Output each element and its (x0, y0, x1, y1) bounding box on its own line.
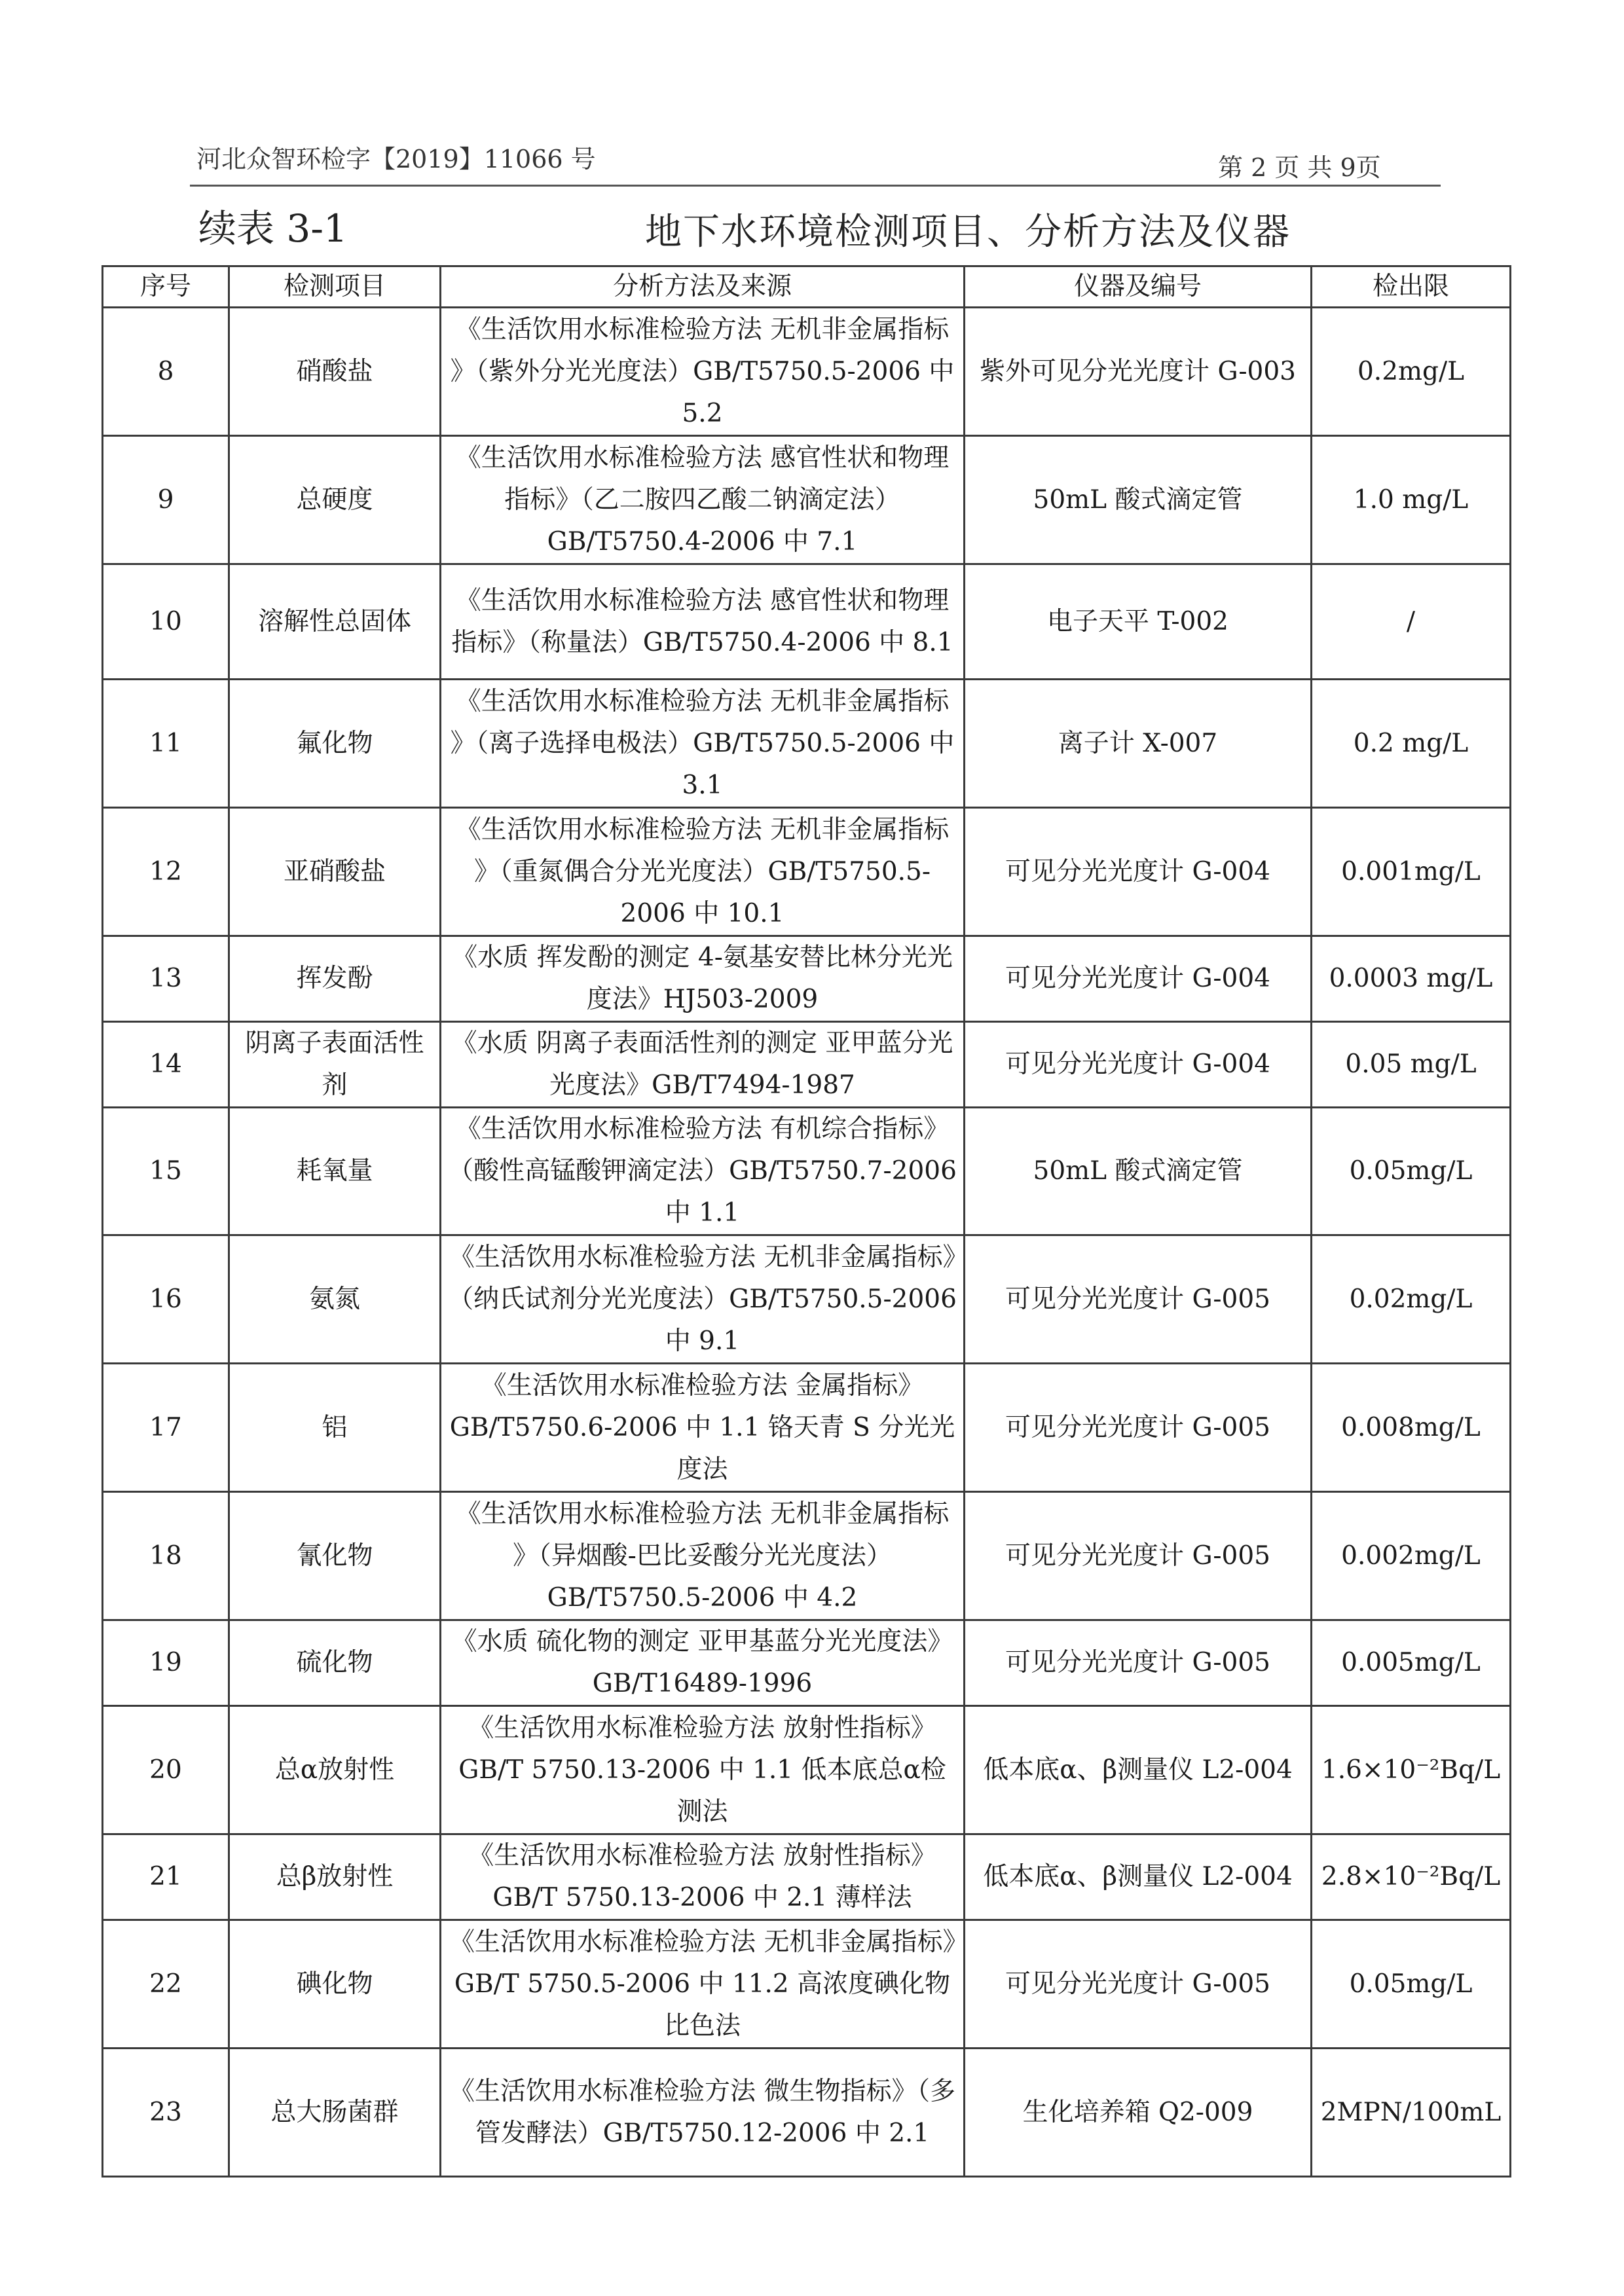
header-rule (190, 185, 1441, 187)
row-number-cell: 11 (103, 680, 229, 808)
table-title: 地下水环境检测项目、分析方法及仪器 (645, 211, 1291, 253)
table-row (103, 808, 1511, 936)
instrument-cell: 电子天平 T-002 (965, 564, 1312, 680)
analysis-method-cell: 《生活饮用水标准检验方法 感官性状和物理指标》（称量法）GB/T5750.4-2006 中 8.1 (441, 564, 965, 680)
table-row (103, 1834, 1511, 1920)
analysis-method-cell: 《生活饮用水标准检验方法 金属指标》GB/T5750.6-2006 中 1.1 铬天青 S 分光光度法 (441, 1364, 965, 1492)
test-item-cell: 挥发酚 (229, 936, 441, 1022)
table-row (103, 1022, 1511, 1108)
test-item-cell: 硝酸盐 (229, 308, 441, 436)
test-item-cell: 总β放射性 (229, 1834, 441, 1920)
instrument-cell: 生化培养箱 Q2-009 (965, 2049, 1312, 2177)
test-item-cell: 亚硝酸盐 (229, 808, 441, 936)
instrument-cell: 可见分光光度计 G-004 (965, 1022, 1312, 1108)
table-row (103, 564, 1511, 680)
detection-limit-cell: 1.0 mg/L (1312, 436, 1511, 564)
analysis-method-cell: 《水质 阴离子表面活性剂的测定 亚甲蓝分光光度法》GB/T7494-1987 (441, 1022, 965, 1108)
detection-limit-cell: 2MPN/100mL (1312, 2049, 1511, 2177)
row-number-cell: 13 (103, 936, 229, 1022)
analysis-method-cell: 《生活饮用水标准检验方法 有机综合指标》（酸性高锰酸钾滴定法）GB/T5750.7-2006 中 1.1 (441, 1108, 965, 1235)
detection-limit-cell: 0.2mg/L (1312, 308, 1511, 436)
detection-limit-cell: 0.008mg/L (1312, 1364, 1511, 1492)
analysis-method-cell: 《生活饮用水标准检验方法 微生物指标》（多管发酵法）GB/T5750.12-2006 中 2.1 (441, 2049, 965, 2177)
table-row (103, 1108, 1511, 1235)
column-header-item: 检测项目 (229, 266, 441, 308)
page-number: 第 2 页 共 9页 (1218, 153, 1381, 182)
test-item-cell: 阴离子表面活性剂 (229, 1022, 441, 1108)
table-row (103, 1364, 1511, 1492)
row-number-cell: 14 (103, 1022, 229, 1108)
instrument-cell: 可见分光光度计 G-005 (965, 1620, 1312, 1706)
row-number-cell: 21 (103, 1834, 229, 1920)
column-header-no: 序号 (103, 266, 229, 308)
instrument-cell: 可见分光光度计 G-005 (965, 1492, 1312, 1620)
test-item-cell: 氨氮 (229, 1235, 441, 1364)
instrument-cell: 50mL 酸式滴定管 (965, 1108, 1312, 1235)
instrument-cell: 可见分光光度计 G-005 (965, 1920, 1312, 2049)
row-number-cell: 17 (103, 1364, 229, 1492)
detection-limit-cell: 1.6×10⁻²Bq/L (1312, 1706, 1511, 1834)
detection-limit-cell: 2.8×10⁻²Bq/L (1312, 1834, 1511, 1920)
table-row (103, 2049, 1511, 2177)
detection-limit-cell: 0.001mg/L (1312, 808, 1511, 936)
table-row (103, 1492, 1511, 1620)
detection-limit-cell: 0.02mg/L (1312, 1235, 1511, 1364)
row-number-cell: 19 (103, 1620, 229, 1706)
detection-limit-cell: 0.2 mg/L (1312, 680, 1511, 808)
test-item-cell: 氟化物 (229, 680, 441, 808)
table-row (103, 1620, 1511, 1706)
analysis-method-cell: 《生活饮用水标准检验方法 无机非金属指标》GB/T 5750.5-2006 中 11.2 高浓度碘化物比色法 (441, 1920, 965, 2049)
analysis-method-cell: 《生活饮用水标准检验方法 无机非金属指标》（纳氏试剂分光光度法）GB/T5750.5-2006 中 9.1 (441, 1235, 965, 1364)
column-header-instrument: 仪器及编号 (965, 266, 1312, 308)
detection-limit-cell: / (1312, 564, 1511, 680)
table-row (103, 1706, 1511, 1834)
instrument-cell: 可见分光光度计 G-005 (965, 1235, 1312, 1364)
test-item-cell: 总α放射性 (229, 1706, 441, 1834)
instrument-cell: 可见分光光度计 G-005 (965, 1364, 1312, 1492)
test-item-cell: 氰化物 (229, 1492, 441, 1620)
instrument-cell: 紫外可见分光光度计 G-003 (965, 308, 1312, 436)
test-item-cell: 碘化物 (229, 1920, 441, 2049)
column-header-limit: 检出限 (1312, 266, 1511, 308)
analysis-method-cell: 《生活饮用水标准检验方法 无机非金属指标 》（重氮偶合分光光度法）GB/T5750.5-2006 中 10.1 (441, 808, 965, 936)
test-item-cell: 总大肠菌群 (229, 2049, 441, 2177)
analysis-method-cell: 《水质 挥发酚的测定 4-氨基安替比林分光光度法》HJ503-2009 (441, 936, 965, 1022)
detection-limit-cell: 0.05mg/L (1312, 1108, 1511, 1235)
detection-limit-cell: 0.05mg/L (1312, 1920, 1511, 2049)
instrument-cell: 可见分光光度计 G-004 (965, 936, 1312, 1022)
table-row (103, 680, 1511, 808)
row-number-cell: 22 (103, 1920, 229, 2049)
table-row (103, 308, 1511, 436)
detection-limit-cell: 0.002mg/L (1312, 1492, 1511, 1620)
row-number-cell: 9 (103, 436, 229, 564)
continued-table-label: 续表 3-1 (198, 206, 348, 251)
table-row (103, 1235, 1511, 1364)
analysis-method-cell: 《生活饮用水标准检验方法 无机非金属指标 》（离子选择电极法）GB/T5750.5-2006 中 3.1 (441, 680, 965, 808)
table-row (103, 436, 1511, 564)
test-item-cell: 铝 (229, 1364, 441, 1492)
row-number-cell: 20 (103, 1706, 229, 1834)
analysis-method-cell: 《生活饮用水标准检验方法 放射性指标》GB/T 5750.13-2006 中 2.1 薄样法 (441, 1834, 965, 1920)
row-number-cell: 16 (103, 1235, 229, 1364)
analysis-method-cell: 《生活饮用水标准检验方法 放射性指标》GB/T 5750.13-2006 中 1.1 低本底总α检测法 (441, 1706, 965, 1834)
row-number-cell: 15 (103, 1108, 229, 1235)
column-header-method: 分析方法及来源 (441, 266, 965, 308)
instrument-cell: 离子计 X-007 (965, 680, 1312, 808)
table-header-row (103, 266, 1511, 308)
instrument-cell: 50mL 酸式滴定管 (965, 436, 1312, 564)
detection-limit-cell: 0.0003 mg/L (1312, 936, 1511, 1022)
detection-limit-cell: 0.005mg/L (1312, 1620, 1511, 1706)
test-item-cell: 溶解性总固体 (229, 564, 441, 680)
report-number: 河北众智环检字【2019】11066 号 (196, 145, 596, 173)
instrument-cell: 低本底α、β测量仪 L2-004 (965, 1706, 1312, 1834)
row-number-cell: 10 (103, 564, 229, 680)
analysis-method-cell: 《生活饮用水标准检验方法 无机非金属指标 》（异烟酸-巴比妥酸分光光度法）GB/T5750.5-2006 中 4.2 (441, 1492, 965, 1620)
analysis-method-cell: 《水质 硫化物的测定 亚甲基蓝分光光度法》GB/T16489-1996 (441, 1620, 965, 1706)
row-number-cell: 8 (103, 308, 229, 436)
test-item-cell: 耗氧量 (229, 1108, 441, 1235)
instrument-cell: 低本底α、β测量仪 L2-004 (965, 1834, 1312, 1920)
table-row (103, 936, 1511, 1022)
detection-limit-cell: 0.05 mg/L (1312, 1022, 1511, 1108)
methods-table (101, 265, 1511, 2178)
test-item-cell: 总硬度 (229, 436, 441, 564)
row-number-cell: 12 (103, 808, 229, 936)
analysis-method-cell: 《生活饮用水标准检验方法 感官性状和物理指标》（乙二胺四乙酸二钠滴定法）GB/T5750.4-2006 中 7.1 (441, 436, 965, 564)
analysis-method-cell: 《生活饮用水标准检验方法 无机非金属指标 》（紫外分光光度法）GB/T5750.5-2006 中 5.2 (441, 308, 965, 436)
row-number-cell: 23 (103, 2049, 229, 2177)
instrument-cell: 可见分光光度计 G-004 (965, 808, 1312, 936)
table-row (103, 1920, 1511, 2049)
test-item-cell: 硫化物 (229, 1620, 441, 1706)
row-number-cell: 18 (103, 1492, 229, 1620)
